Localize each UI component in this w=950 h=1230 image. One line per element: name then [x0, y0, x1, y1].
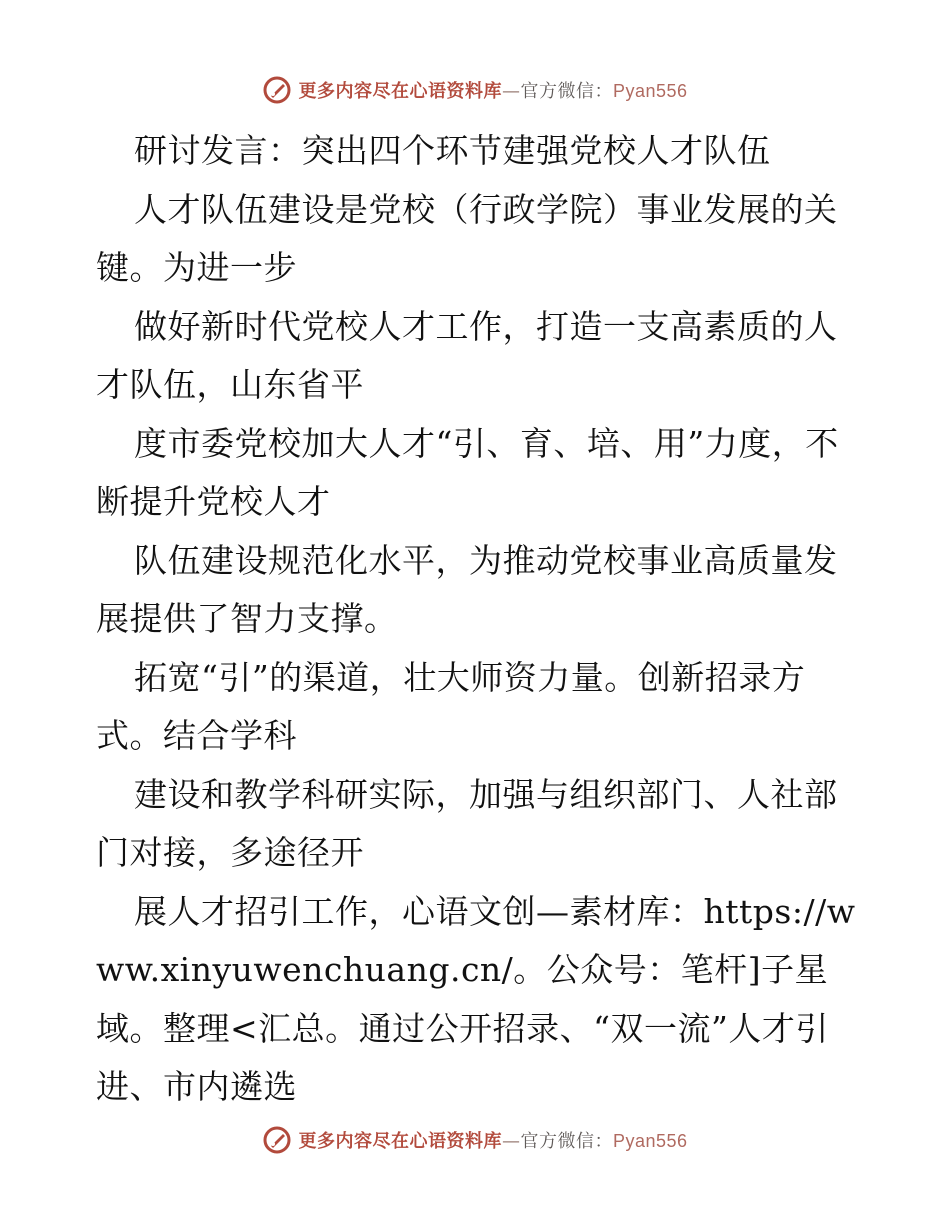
footer-dash: —	[501, 1131, 521, 1152]
header-wechat-label: 官方微信：	[520, 81, 613, 102]
quill-seal-icon	[262, 1125, 292, 1155]
document-title: 研讨发言：突出四个环节建强党校人才队伍	[134, 131, 771, 170]
header-banner	[0, 70, 950, 110]
document-body	[96, 122, 856, 1117]
quill-seal-icon	[262, 75, 292, 105]
paragraph: 展人才招引工作，心语文创—素材库：https://www.xinyuwenchuang.cn/。公众号：笔杆]子星域。整理<汇总。通过公开招录、“双一流”人才引进、市内遴选	[96, 891, 856, 1106]
header-lead: 更多内容尽在心语资料库	[298, 81, 502, 102]
footer-lead: 更多内容尽在心语资料库	[298, 1131, 502, 1152]
footer-wechat-label: 官方微信：	[520, 1131, 613, 1152]
footer-banner	[0, 1120, 950, 1160]
footer-wechat-id: Pyan556	[612, 1131, 688, 1151]
paragraph: 做好新时代党校人才工作，打造一支高素质的人才队伍，山东省平	[96, 306, 838, 404]
paragraph: 度市委党校加大人才“引、育、培、用”力度，不断提升党校人才	[96, 423, 839, 521]
footer-banner-text	[298, 1127, 687, 1153]
header-dash: —	[501, 81, 521, 102]
header-banner-text	[298, 77, 687, 103]
paragraph: 拓宽“引”的渠道，壮大师资力量。创新招录方式。结合学科	[96, 657, 806, 755]
paragraph: 人才队伍建设是党校（行政学院）事业发展的关键。为进一步	[96, 189, 838, 287]
header-wechat-id: Pyan556	[612, 81, 688, 101]
paragraph: 建设和教学科研实际，加强与组织部门、人社部门对接，多途径开	[96, 774, 838, 872]
paragraph: 队伍建设规范化水平，为推动党校事业高质量发展提供了智力支撑。	[96, 540, 838, 638]
